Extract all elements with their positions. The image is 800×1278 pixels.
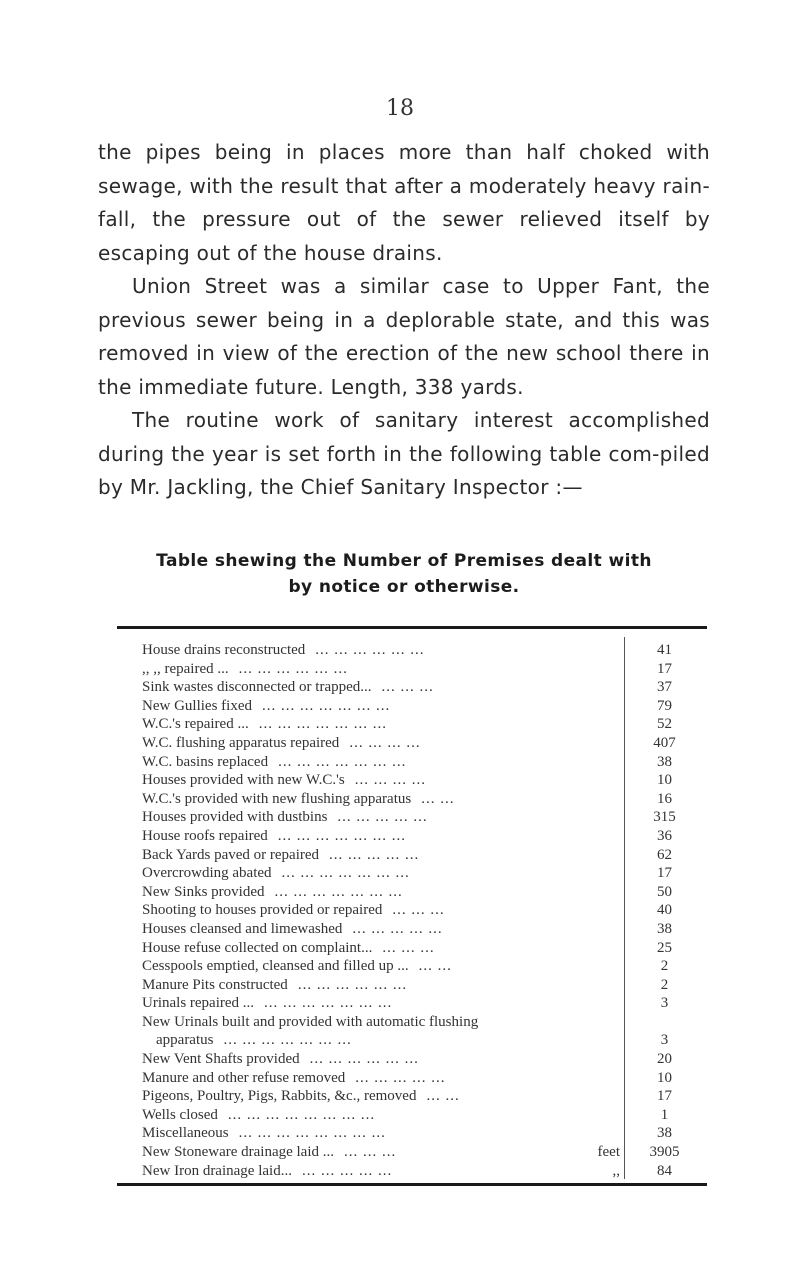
leader-dots: ... ... ... [392, 902, 445, 919]
row-label [142, 994, 622, 1013]
table-row [142, 1124, 707, 1143]
row-label-text: W.C.'s repaired ... [142, 716, 249, 733]
row-label-text: Back Yards paved or repaired [142, 846, 320, 863]
row-label [142, 1106, 622, 1125]
row-value: 407 [653, 734, 676, 751]
table-heading-line: Table shewing the Number of Premises dealt with [156, 551, 652, 571]
row-value: 3905 [649, 1144, 680, 1161]
row-value: 37 [657, 679, 672, 696]
row-label [142, 1069, 622, 1088]
premises-table [117, 626, 707, 1186]
row-value: 62 [657, 846, 672, 863]
table-row [142, 976, 707, 995]
row-value: 16 [657, 790, 672, 807]
leader-dots: ... ... ... ... ... [352, 920, 443, 937]
row-value: 38 [657, 1125, 672, 1142]
table-row [142, 734, 707, 753]
row-label-text: Houses cleansed and limewashed [142, 920, 343, 937]
leader-dots: ... ... [418, 958, 452, 975]
leader-dots: ... ... ... ... ... ... [315, 642, 425, 658]
leader-dots: ... ... ... ... ... ... [297, 976, 408, 993]
row-label-text: House drains reconstructed [142, 642, 306, 658]
row-value: 41 [657, 642, 672, 658]
leader-dots: ... ... ... ... ... ... ... [278, 753, 407, 770]
row-label [142, 734, 622, 753]
table-row [142, 864, 707, 883]
table-row [142, 641, 707, 660]
leader-dots: ... ... ... [344, 1144, 397, 1161]
table-row [142, 920, 707, 939]
row-unit: ,, [612, 1162, 620, 1179]
table-row [142, 753, 707, 772]
row-label [142, 697, 622, 716]
row-label-continuation: apparatus [156, 1032, 214, 1049]
row-label-text: Pigeons, Poultry, Pigs, Rabbits, &c., removed [142, 1088, 417, 1105]
row-label [142, 753, 622, 772]
row-value: 84 [657, 1162, 672, 1179]
leader-dots: ... ... ... ... ... [301, 1162, 393, 1179]
table-row [142, 771, 707, 790]
table-body [142, 641, 707, 1180]
leader-dots: ... ... ... ... ... ... ... [258, 716, 387, 733]
row-label [142, 827, 622, 846]
row-label-text: New Vent Shafts provided [142, 1051, 300, 1068]
leader-dots: ... ... ... ... ... ... ... [264, 995, 393, 1012]
leader-dots: ... ... ... ... ... ... ... [274, 883, 403, 900]
row-value: 20 [657, 1051, 672, 1068]
leader-dots: ... ... ... [381, 679, 434, 696]
row-label-text: ,, ,, repaired ... [142, 660, 229, 677]
table-row [142, 697, 707, 716]
row-label-text: New Iron drainage laid... [142, 1162, 292, 1179]
table-row [142, 1162, 707, 1181]
row-label-text: Overcrowding abated [142, 865, 272, 882]
leader-dots: ... ... ... ... ... ... ... [281, 865, 410, 882]
row-unit: feet [597, 1144, 620, 1161]
row-value: 315 [653, 809, 676, 826]
row-label-text: House roofs repaired [142, 827, 268, 844]
row-value: 17 [657, 1088, 672, 1105]
row-label [142, 641, 622, 660]
leader-dots: ... ... ... ... ... ... ... [261, 697, 391, 714]
table-row [142, 957, 707, 976]
row-value: 38 [657, 920, 672, 937]
row-value: 38 [657, 753, 672, 770]
row-value: 10 [657, 772, 672, 789]
row-label-text: Manure and other refuse removed [142, 1069, 346, 1086]
row-label [142, 939, 622, 958]
row-label-text: W.C.'s provided with new flushing apparatus [142, 790, 412, 807]
row-label-text: Sink wastes disconnected or trapped... [142, 679, 372, 696]
row-label-text: W.C. basins replaced [142, 753, 269, 770]
row-label-text: Urinals repaired ... [142, 995, 255, 1012]
row-label [142, 715, 622, 734]
paragraph: The routine work of sanitary interest accomplished during the year is set forth in the following table com-piled by Mr. Jackling, the Chief Sanitary Inspector :— [98, 408, 710, 499]
row-value: 17 [657, 865, 672, 882]
table-row [142, 808, 707, 827]
row-label-text: Miscellaneous [142, 1125, 229, 1142]
row-label [142, 1162, 622, 1181]
table-row [142, 660, 707, 679]
body-text [98, 136, 710, 505]
row-label [142, 901, 622, 920]
row-label [142, 883, 622, 902]
table-row [142, 678, 707, 697]
row-label-text: New Stoneware drainage laid ... [142, 1144, 335, 1161]
row-label [142, 1013, 622, 1050]
row-value: 79 [657, 697, 672, 714]
table-row [142, 715, 707, 734]
row-value: 3 [660, 995, 669, 1012]
row-label [142, 864, 622, 883]
leader-dots: ... ... [421, 790, 455, 807]
row-label [142, 660, 622, 679]
table-row [142, 939, 707, 958]
row-value: 2 [660, 958, 669, 975]
table-row [142, 827, 707, 846]
row-label-text: House refuse collected on complaint... [142, 939, 373, 956]
row-label [142, 771, 622, 790]
table-row [142, 1013, 707, 1050]
row-value: 17 [657, 660, 672, 677]
row-label [142, 1050, 622, 1069]
row-label-text: Cesspools emptied, cleansed and filled up ... [142, 958, 409, 975]
row-label [142, 790, 622, 809]
table-row [142, 883, 707, 902]
table-row [142, 1050, 707, 1069]
row-label [142, 1087, 622, 1106]
leader-dots: ... ... ... ... ... ... ... ... [227, 1106, 376, 1123]
row-label-text: Houses provided with new W.C.'s [142, 772, 345, 789]
leader-dots: ... ... ... ... ... ... [309, 1051, 419, 1068]
table-row [142, 790, 707, 809]
row-label [142, 808, 622, 827]
page-number: 18 [386, 96, 414, 121]
table-row [142, 994, 707, 1013]
row-label-text: New Urinals built and provided with automatic flushing [142, 1013, 479, 1030]
paragraph: the pipes being in places more than half choked with sewage, with the result that after a moderately heavy rain-fall, the pressure out of the sewer relieved itself by escaping out of the house drains. [98, 140, 710, 265]
row-value: 52 [657, 716, 672, 733]
leader-dots: ... ... ... ... [354, 772, 426, 789]
leader-dots: ... ... ... ... ... ... ... ... [238, 1125, 386, 1142]
row-value: 50 [657, 883, 672, 900]
row-label [142, 678, 622, 697]
row-label [142, 846, 622, 865]
table-row [142, 1087, 707, 1106]
row-label-text: Houses provided with dustbins [142, 809, 328, 826]
row-value: 10 [657, 1069, 672, 1086]
row-value: 2 [660, 976, 669, 993]
row-value: 1 [660, 1106, 669, 1123]
table-row [142, 1143, 707, 1162]
row-value: 40 [657, 902, 672, 919]
row-label [142, 1124, 622, 1143]
leader-dots: ... ... ... ... ... ... [238, 660, 348, 677]
row-value: 3 [660, 1032, 669, 1049]
row-label-text: Manure Pits constructed [142, 976, 288, 993]
row-label [142, 976, 622, 995]
leader-dots: ... ... ... ... ... [329, 846, 420, 863]
table-heading [98, 548, 710, 600]
table-row [142, 1106, 707, 1125]
leader-dots: ... ... ... ... [349, 734, 421, 751]
row-label-text: Wells closed [142, 1106, 218, 1123]
row-label [142, 920, 622, 939]
leader-dots: ... ... ... ... ... [355, 1069, 446, 1086]
row-label [142, 1143, 622, 1162]
leader-dots: ... ... ... ... ... ... ... [223, 1032, 352, 1049]
leader-dots: ... ... ... ... ... [337, 809, 428, 826]
table-row [142, 901, 707, 920]
leader-dots: ... ... ... [382, 939, 435, 956]
row-label-text: Shooting to houses provided or repaired [142, 902, 383, 919]
table-row [142, 846, 707, 865]
leader-dots: ... ... [426, 1088, 460, 1105]
row-label-text: W.C. flushing apparatus repaired [142, 734, 340, 751]
table-heading-line: by notice or otherwise. [288, 577, 520, 597]
row-label-text: New Sinks provided [142, 883, 265, 900]
paragraph: Union Street was a similar case to Upper Fant, the previous sewer being in a deplorable state, and this was removed in view of the erection of the new school there in the immediate future. Length, 338 yards. [98, 274, 710, 399]
leader-dots: ... ... ... ... ... ... ... [277, 827, 407, 844]
table-row [142, 1069, 707, 1088]
row-label [142, 957, 622, 976]
row-label-text: New Gullies fixed [142, 697, 252, 714]
row-value: 36 [657, 827, 672, 844]
row-value: 25 [657, 939, 672, 956]
